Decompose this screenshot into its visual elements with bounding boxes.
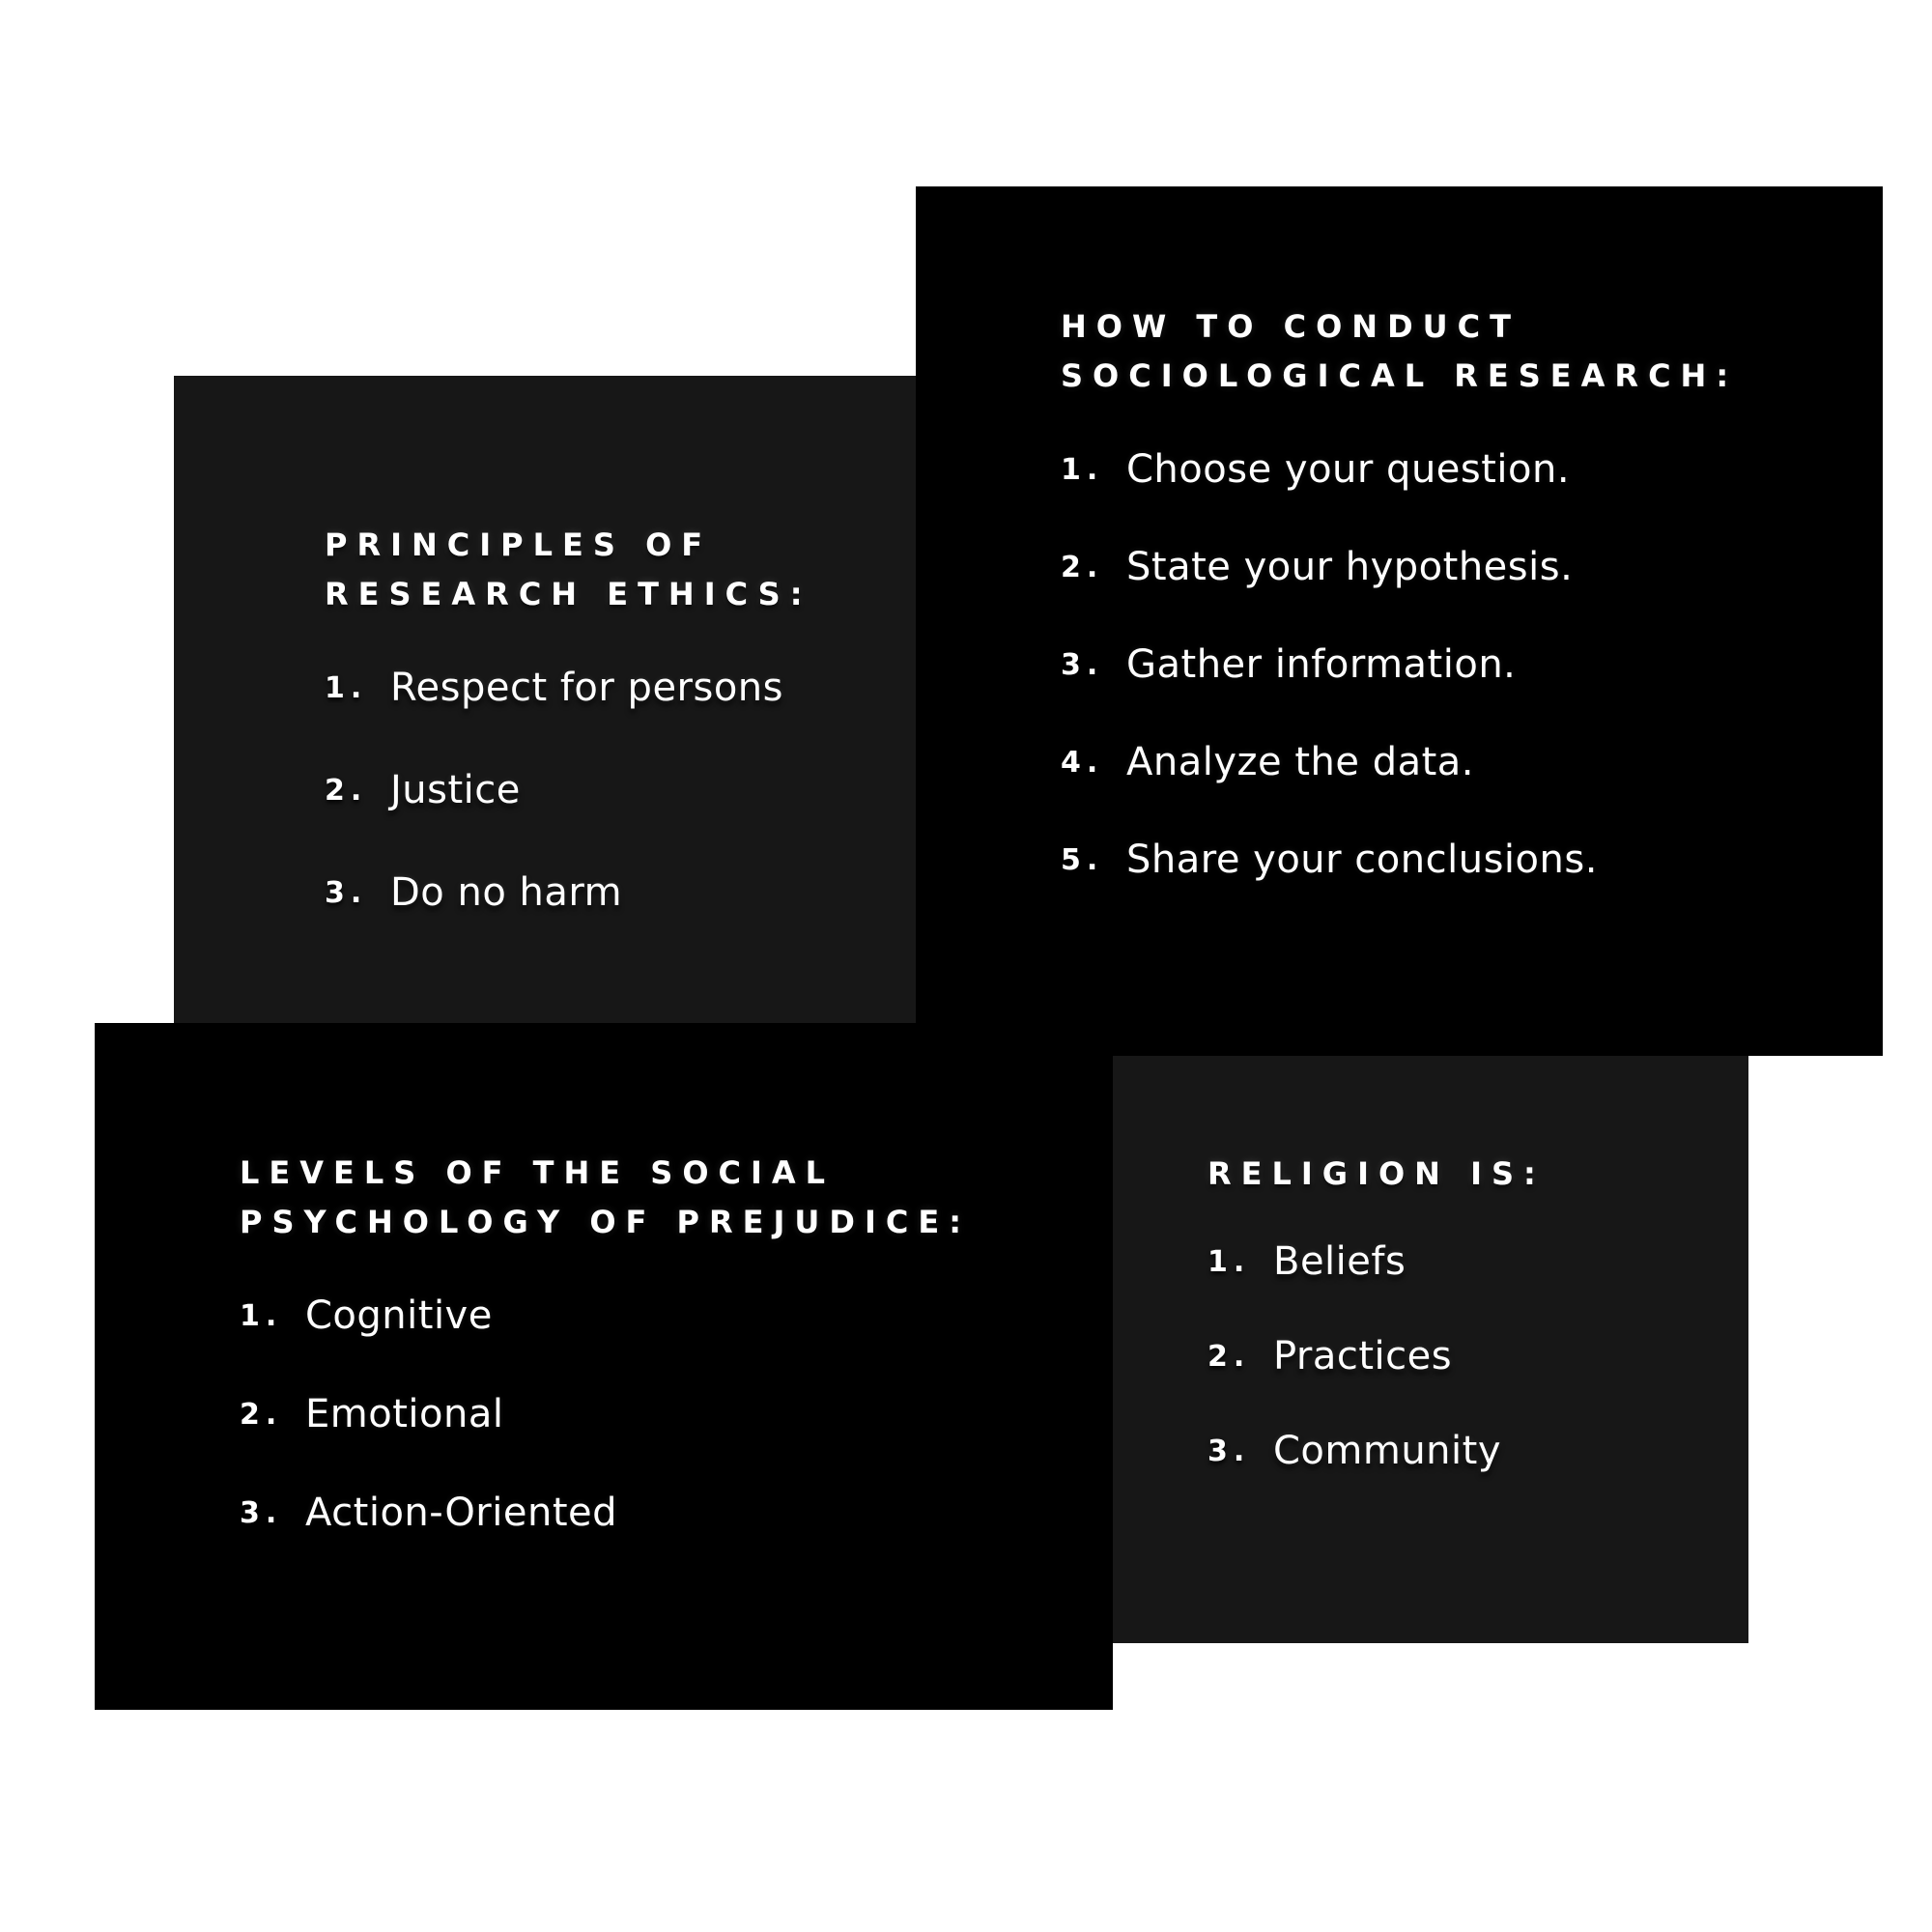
item-number: 1. — [240, 1298, 283, 1333]
item-text: Community — [1273, 1429, 1502, 1473]
title-line: SOCIOLOGICAL RESEARCH: — [1061, 357, 1739, 394]
item-text: Share your conclusions. — [1126, 838, 1598, 882]
list-item — [1061, 447, 1570, 492]
sociological-research-card — [916, 186, 1883, 1056]
item-text: State your hypothesis. — [1126, 545, 1574, 589]
religion-card — [1113, 1056, 1748, 1643]
item-number: 2. — [1208, 1339, 1251, 1374]
list-item — [325, 666, 783, 710]
list-item — [240, 1491, 617, 1535]
item-number: 3. — [1208, 1434, 1251, 1468]
item-text: Action-Oriented — [305, 1491, 618, 1535]
card-title — [325, 521, 812, 619]
item-number: 3. — [240, 1495, 283, 1530]
item-number: 1. — [1061, 452, 1104, 487]
title-line: HOW TO CONDUCT — [1061, 308, 1520, 345]
item-text: Beliefs — [1273, 1239, 1406, 1284]
research-ethics-card — [174, 376, 916, 1023]
title-line: RELIGION IS: — [1208, 1155, 1546, 1192]
item-number: 3. — [1061, 647, 1104, 682]
item-number: 1. — [1208, 1244, 1251, 1279]
item-text: Justice — [390, 768, 521, 812]
item-text: Choose your question. — [1126, 447, 1571, 492]
list-item — [1208, 1334, 1452, 1378]
item-text: Analyze the data. — [1126, 740, 1475, 784]
list-item — [1208, 1429, 1501, 1473]
item-number: 3. — [325, 875, 368, 910]
item-text: Cognitive — [305, 1293, 493, 1338]
list-item — [1061, 642, 1516, 687]
item-number: 2. — [325, 773, 368, 808]
list-item — [240, 1293, 493, 1338]
list-item — [325, 768, 521, 812]
item-text: Respect for persons — [390, 666, 783, 710]
list-item — [240, 1392, 503, 1436]
item-text: Do no harm — [390, 870, 623, 915]
title-line: RESEARCH ETHICS: — [325, 576, 812, 612]
item-number: 2. — [240, 1397, 283, 1432]
card-title — [240, 1149, 971, 1247]
item-number: 1. — [325, 670, 368, 705]
title-line: PRINCIPLES OF — [325, 526, 713, 563]
prejudice-levels-card — [95, 1023, 1113, 1710]
list-item — [1061, 838, 1598, 882]
item-number: 2. — [1061, 550, 1104, 584]
item-number: 5. — [1061, 842, 1104, 877]
title-line: LEVELS OF THE SOCIAL — [240, 1154, 836, 1191]
item-text: Emotional — [305, 1392, 504, 1436]
list-item — [325, 870, 622, 915]
list-item — [1208, 1239, 1406, 1284]
item-text: Gather information. — [1126, 642, 1517, 687]
list-item — [1061, 545, 1573, 589]
card-title — [1061, 302, 1738, 401]
list-item — [1061, 740, 1474, 784]
item-number: 4. — [1061, 745, 1104, 780]
title-line: PSYCHOLOGY OF PREJUDICE: — [240, 1204, 971, 1240]
item-text: Practices — [1273, 1334, 1453, 1378]
card-title — [1208, 1150, 1546, 1199]
